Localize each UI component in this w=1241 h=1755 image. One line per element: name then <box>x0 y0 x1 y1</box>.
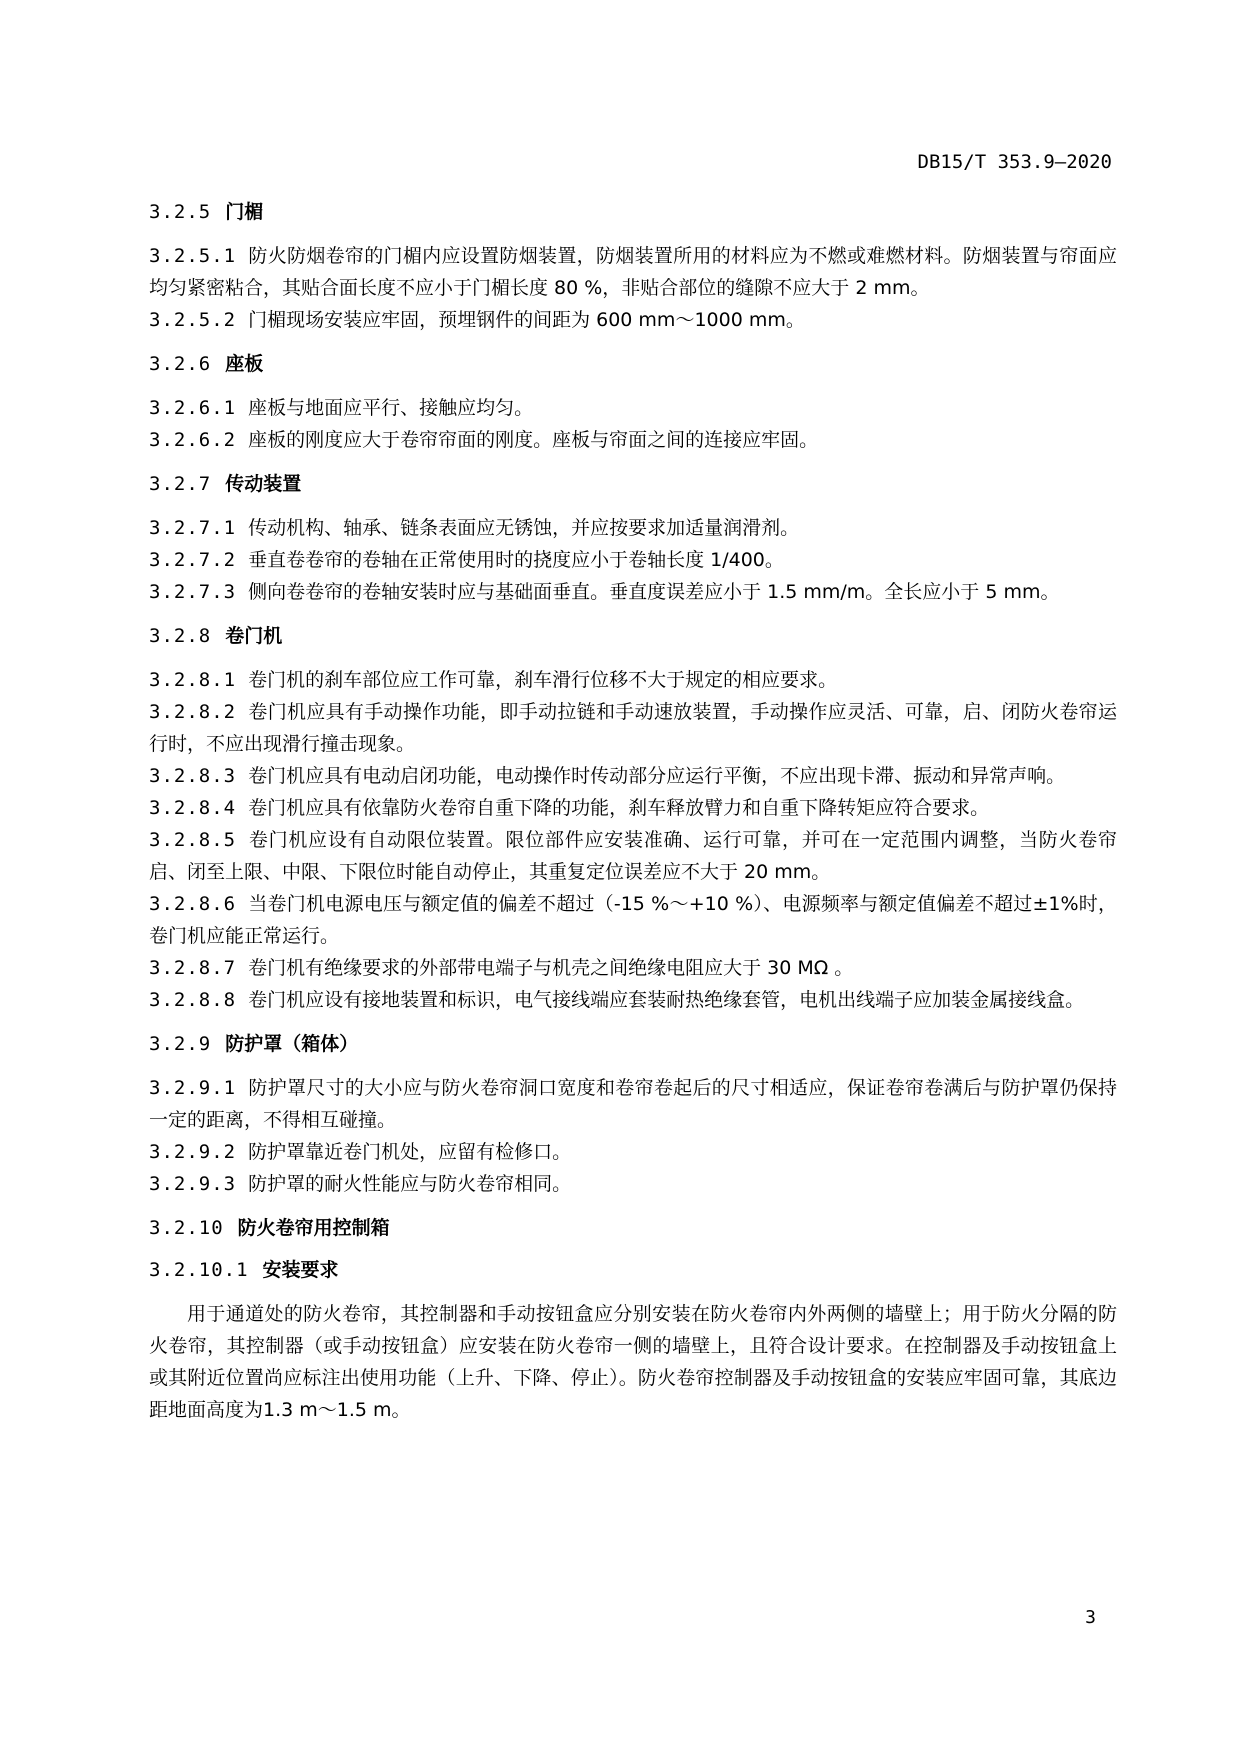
subsection-number: 3.2.10.1 <box>149 1259 249 1281</box>
clause-text: 防护罩的耐火性能应与防火卷帘相同。 <box>248 1173 572 1195</box>
subsection-title: 安装要求 <box>262 1259 339 1281</box>
clause-3-2-9-3 <box>149 1168 1117 1200</box>
section-body-3-2-5 <box>149 240 1117 336</box>
clause-number: 3.2.8.5 <box>149 829 237 851</box>
clause-3-2-8-5 <box>149 824 1117 888</box>
clause-text: 卷门机应具有电动启闭功能，电动操作时传动部分应运行平衡，不应出现卡滞、振动和异常声响。 <box>248 765 1066 787</box>
clause-3-2-8-8 <box>149 984 1117 1016</box>
clause-text: 垂直卷卷帘的卷轴在正常使用时的挠度应小于卷轴长度 1/400。 <box>248 549 784 571</box>
clause-number: 3.2.9.3 <box>149 1173 237 1195</box>
clause-number: 3.2.8.4 <box>149 797 237 819</box>
section-body-3-2-7 <box>149 512 1117 608</box>
section-heading-3-2-8 <box>149 622 1117 650</box>
section-heading-3-2-6 <box>149 350 1117 378</box>
clause-3-2-9-2 <box>149 1136 1117 1168</box>
clause-3-2-7-1 <box>149 512 1117 544</box>
section-number: 3.2.9 <box>149 1033 212 1055</box>
clause-number: 3.2.8.7 <box>149 957 237 979</box>
clause-3-2-5-2 <box>149 304 1117 336</box>
clause-text: 卷门机的刹车部位应工作可靠，刹车滑行位移不大于规定的相应要求。 <box>248 669 838 691</box>
clause-3-2-8-7 <box>149 952 1117 984</box>
clause-number: 3.2.8.2 <box>149 701 237 723</box>
clause-number: 3.2.9.1 <box>149 1077 237 1099</box>
clause-3-2-7-3 <box>149 576 1117 608</box>
clause-text: 当卷门机电源电压与额定值的偏差不超过（-15 %～+10 %）、电源频率与额定值偏差不超过±1%时，卷门机应能正常运行。 <box>149 893 1117 947</box>
section-title: 座板 <box>225 353 264 375</box>
clause-text: 门楣现场安装应牢固，预埋钢件的间距为 600 mm～1000 mm。 <box>248 309 805 331</box>
section-body-3-2-6 <box>149 392 1117 456</box>
clause-text: 传动机构、轴承、链条表面应无锈蚀，并应按要求加适量润滑剂。 <box>248 517 800 539</box>
clause-3-2-9-1 <box>149 1072 1117 1136</box>
clause-number: 3.2.8.1 <box>149 669 237 691</box>
clause-3-2-8-4 <box>149 792 1117 824</box>
section-number: 3.2.6 <box>149 353 212 375</box>
clause-3-2-8-3 <box>149 760 1117 792</box>
clause-3-2-8-6 <box>149 888 1117 952</box>
clause-number: 3.2.7.2 <box>149 549 237 571</box>
clause-3-2-8-1 <box>149 664 1117 696</box>
section-heading-3-2-10 <box>149 1214 1117 1242</box>
section-number: 3.2.10 <box>149 1217 224 1239</box>
clause-number: 3.2.9.2 <box>149 1141 237 1163</box>
subsection-heading-3-2-10-1 <box>149 1256 1117 1284</box>
clause-text: 防护罩尺寸的大小应与防火卷帘洞口宽度和卷帘卷起后的尺寸相适应，保证卷帘卷满后与防护罩仍保持一定的距离，不得相互碰撞。 <box>149 1077 1117 1131</box>
clause-3-2-6-1 <box>149 392 1117 424</box>
standard-id: DB15/T 353.9—2020 <box>917 151 1112 173</box>
document-body <box>149 198 1117 1426</box>
section-heading-3-2-5 <box>149 198 1117 226</box>
paragraph-installation-requirements: 用于通道处的防火卷帘，其控制器和手动按钮盒应分别安装在防火卷帘内外两侧的墙壁上；用于防火分隔的防火卷帘，其控制器（或手动按钮盒）应安装在防火卷帘一侧的墙壁上，且符合设计要求。在控制器及手动按钮盒上或其附近位置尚应标注出使用功能（上升、下降、停止）。防火卷帘控制器及手动按钮盒的安装应牢固可靠，其底边距地面高度为1.3 m～1.5 m。 <box>149 1303 1117 1421</box>
section-title: 防火卷帘用控制箱 <box>237 1217 390 1239</box>
clause-number: 3.2.8.6 <box>149 893 237 915</box>
clause-text: 卷门机应具有依靠防火卷帘自重下降的功能，刹车释放臂力和自重下降转矩应符合要求。 <box>248 797 990 819</box>
clause-number: 3.2.5.1 <box>149 245 237 267</box>
section-number: 3.2.5 <box>149 201 212 223</box>
clause-text: 防火防烟卷帘的门楣内应设置防烟装置，防烟装置所用的材料应为不燃或难燃材料。防烟装置与帘面应均匀紧密粘合，其贴合面长度不应小于门楣长度 80 %，非贴合部位的缝隙不应大于 2 mm。 <box>149 245 1117 299</box>
clause-text: 卷门机应设有自动限位装置。限位部件应安装准确、运行可靠，并可在一定范围内调整，当防火卷帘启、闭至上限、中限、下限位时能自动停止，其重复定位误差应不大于 20 mm。 <box>149 829 1117 883</box>
clause-number: 3.2.6.2 <box>149 429 237 451</box>
section-title: 卷门机 <box>225 625 283 647</box>
section-number: 3.2.7 <box>149 473 212 495</box>
section-body-3-2-8 <box>149 664 1117 1016</box>
clause-number: 3.2.5.2 <box>149 309 237 331</box>
clause-3-2-6-2 <box>149 424 1117 456</box>
clause-text: 卷门机应具有手动操作功能，即手动拉链和手动速放装置，手动操作应灵活、可靠，启、闭防火卷帘运行时，不应出现滑行撞击现象。 <box>149 701 1117 755</box>
clause-text: 座板的刚度应大于卷帘帘面的刚度。座板与帘面之间的连接应牢固。 <box>248 429 819 451</box>
section-title: 传动装置 <box>225 473 302 495</box>
clause-number: 3.2.7.3 <box>149 581 237 603</box>
clause-number: 3.2.7.1 <box>149 517 237 539</box>
clause-3-2-8-2 <box>149 696 1117 760</box>
clause-3-2-5-1 <box>149 240 1117 304</box>
clause-text: 卷门机有绝缘要求的外部带电端子与机壳之间绝缘电阻应大于 30 MΩ 。 <box>248 957 854 979</box>
clause-text: 卷门机应设有接地装置和标识，电气接线端应套装耐热绝缘套管，电机出线端子应加装金属接线盒。 <box>248 989 1085 1011</box>
section-heading-3-2-7 <box>149 470 1117 498</box>
clause-text: 座板与地面应平行、接触应均匀。 <box>248 397 534 419</box>
page-number: 3 <box>1085 1607 1096 1628</box>
clause-number: 3.2.6.1 <box>149 397 237 419</box>
section-title: 防护罩（箱体） <box>225 1033 359 1055</box>
clause-text: 侧向卷卷帘的卷轴安装时应与基础面垂直。垂直度误差应小于 1.5 mm/m。全长应小于 5 mm。 <box>248 581 1060 603</box>
section-title: 门楣 <box>225 201 264 223</box>
clause-3-2-7-2 <box>149 544 1117 576</box>
section-body-3-2-9 <box>149 1072 1117 1200</box>
clause-number: 3.2.8.8 <box>149 989 237 1011</box>
section-number: 3.2.8 <box>149 625 212 647</box>
clause-number: 3.2.8.3 <box>149 765 237 787</box>
section-heading-3-2-9 <box>149 1030 1117 1058</box>
clause-text: 防护罩靠近卷门机处，应留有检修口。 <box>248 1141 572 1163</box>
